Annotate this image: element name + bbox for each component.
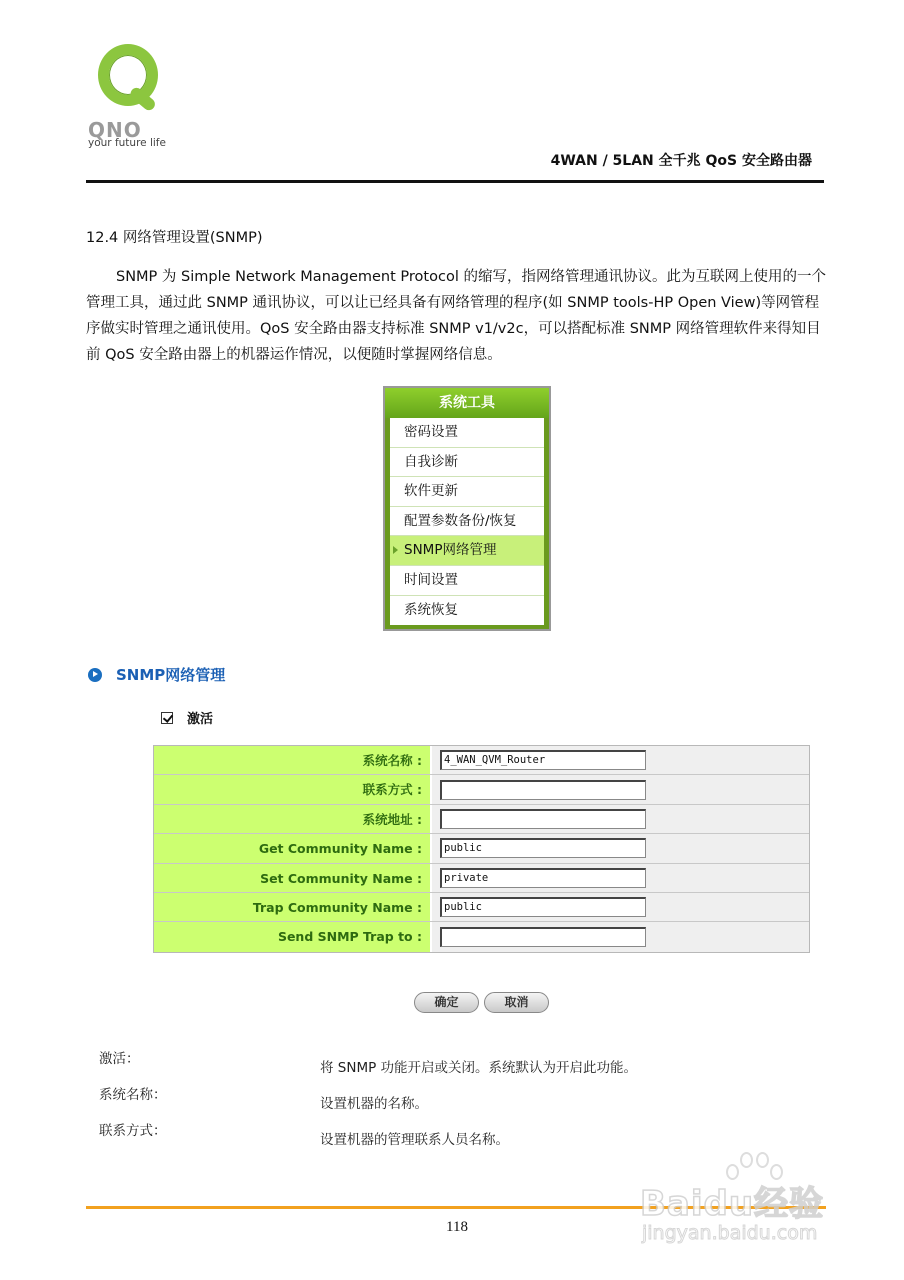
enable-row	[161, 708, 213, 727]
get-community-input[interactable]: public	[440, 838, 646, 858]
system-location-input[interactable]	[440, 809, 646, 829]
field-label: Send SNMP Trap to :	[154, 922, 432, 951]
menu-title: 系统工具	[385, 388, 549, 418]
menu-item-self-diagnosis[interactable]	[390, 448, 544, 478]
qno-logo	[88, 40, 178, 155]
desc-def-system-name: 设置机器的名称。	[320, 1096, 428, 1112]
menu-item-snmp[interactable]	[390, 536, 544, 566]
menu-list	[390, 418, 544, 625]
desc-term-system-name: 系统名称：	[99, 1087, 167, 1103]
play-circle-icon	[88, 668, 102, 682]
form-row-set-community	[154, 864, 809, 893]
section-heading: 12.4 网络管理设置(SNMP)	[86, 230, 263, 246]
logo-wordmark: QNO	[88, 118, 142, 142]
set-community-input[interactable]: private	[440, 868, 646, 888]
system-name-input[interactable]: 4_WAN_QVM_Router	[440, 750, 646, 770]
system-tools-menu	[383, 386, 551, 631]
form-row-location	[154, 805, 809, 834]
contact-input[interactable]	[440, 780, 646, 800]
menu-item-label: 系统恢复	[404, 601, 458, 618]
form-row-trap-community	[154, 893, 809, 922]
ok-button[interactable]: 确定	[414, 992, 479, 1013]
panel-title: SNMP网络管理	[116, 666, 226, 684]
menu-item-time-settings[interactable]	[390, 566, 544, 596]
form-row-trap-target	[154, 922, 809, 951]
enable-checkbox[interactable]	[161, 712, 173, 724]
field-label: 系统名称 :	[154, 746, 432, 774]
field-label: Get Community Name :	[154, 834, 432, 862]
form-row-system-name	[154, 746, 809, 775]
intro-paragraph: SNMP 为 Simple Network Management Protocol 的缩写，指网络管理通讯协议。此为互联网上使用的一个管理工具，通过此 SNMP 通讯协议，可以让已经具备有网络管理的程序(如 SNMP tools-HP Open View)等网管程序做实时管理之通讯使用。QoS 安全路由器支持标准 SNMP v1/v2c，可以搭配标准 SNMP 网络管理软件来得知目前 QoS 安全路由器上的机器运作情况，以便随时掌握网络信息。	[86, 269, 826, 363]
form-row-get-community	[154, 834, 809, 863]
logo-tagline: your future life	[88, 137, 166, 149]
field-cell	[432, 834, 809, 862]
menu-item-label: SNMP网络管理	[404, 542, 497, 559]
form-row-contact	[154, 775, 809, 804]
snmp-panel-heading	[88, 664, 225, 685]
menu-item-label: 密码设置	[404, 424, 458, 440]
menu-item-label: 自我诊断	[404, 453, 458, 470]
cancel-button[interactable]: 取消	[484, 992, 549, 1013]
menu-item-label: 软件更新	[404, 483, 458, 500]
desc-term-contact: 联系方式：	[99, 1123, 167, 1139]
menu-item-config-backup[interactable]	[390, 507, 544, 537]
field-cell	[432, 864, 809, 892]
field-cell	[432, 746, 809, 774]
menu-item-label: 配置参数备份/恢复	[404, 512, 517, 529]
watermark-brand: Baidu经验	[640, 1184, 825, 1224]
field-label: Set Community Name :	[154, 864, 432, 892]
desc-term-enable: 激活：	[99, 1051, 140, 1067]
field-cell	[432, 893, 809, 921]
trap-target-input[interactable]	[440, 927, 646, 947]
document-header-title: 4WAN / 5LAN 全千兆 QoS 安全路由器	[550, 153, 812, 169]
baidu-watermark	[640, 1150, 860, 1260]
field-cell	[432, 922, 809, 951]
field-label: Trap Community Name :	[154, 893, 432, 921]
active-arrow-icon	[393, 546, 398, 554]
header-divider	[86, 180, 824, 183]
enable-label: 激活	[187, 712, 214, 727]
watermark-url: jingyan.baidu.com	[642, 1222, 818, 1244]
menu-item-system-restore[interactable]	[390, 596, 544, 626]
page-number: 118	[446, 1219, 468, 1235]
menu-item-label: 时间设置	[404, 571, 458, 588]
snmp-form	[153, 745, 810, 953]
field-label: 系统地址 :	[154, 805, 432, 833]
field-cell	[432, 775, 809, 803]
desc-def-enable: 将 SNMP 功能开启或关闭。系统默认为开启此功能。	[320, 1060, 638, 1076]
trap-community-input[interactable]: public	[440, 897, 646, 917]
form-buttons	[414, 992, 549, 1013]
field-label: 联系方式 :	[154, 775, 432, 803]
field-cell	[432, 805, 809, 833]
menu-item-firmware-update[interactable]	[390, 477, 544, 507]
desc-def-contact: 设置机器的管理联系人员名称。	[320, 1132, 509, 1148]
menu-item-password[interactable]	[390, 418, 544, 448]
